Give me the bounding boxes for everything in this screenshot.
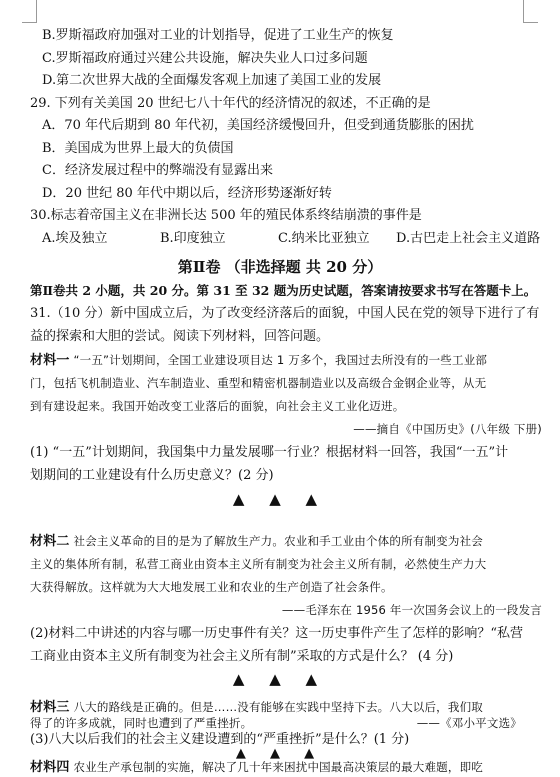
page-corner-mark-right: [523, 0, 538, 23]
material-3-label: 材料三: [30, 700, 70, 715]
page-corner-mark-left: [22, 0, 37, 23]
q29-option-c: C．经济发展过程中的弊端没有显露出来: [42, 163, 273, 178]
sub-question-2-line1: (2)材料二中讲述的内容与哪一历史事件有关？这一历史事件产生了怎样的影响？“私营: [30, 626, 524, 641]
q30-option-a: A.埃及独立: [42, 231, 108, 246]
q30-stem: 30.标志着帝国主义在非洲长达 500 年的殖民体系终结崩溃的事件是: [30, 208, 422, 223]
q29-stem: 29. 下列有关美国 20 世纪七八十年代的经济情况的叙述，不正确的是: [30, 96, 431, 111]
material-1-source: ——摘自《中国历史》(八年级 下册): [353, 422, 542, 436]
q28-option-d: D.第二次世界大战的全面爆发客观上加速了美国工业的发展: [42, 73, 382, 88]
material-2-label: 材料二: [30, 534, 70, 549]
q31-stem-line2: 益的探索和大胆的尝试。阅读下列材料，回答问题。: [30, 329, 330, 344]
material-3-text1: 八大的路线是正确的。但是……没有能够在实践中坚持下去。八大以后，我们取: [73, 700, 483, 714]
q30-options: [42, 230, 542, 248]
material-2-source: ——毛泽东在 1956 年一次国务会议上的一段发言: [281, 603, 542, 617]
material-2-line3: 大获得解放。这样就为大大地发展工业和农业的生产创造了社会条件。: [30, 580, 393, 594]
q29-option-b: B．美国成为世界上最大的负债国: [42, 141, 234, 156]
material-3-line2: [30, 714, 542, 732]
answer-placeholder-triangles: ▲ ▲ ▲: [235, 746, 325, 761]
answer-placeholder-triangles: ▲ ▲ ▲: [232, 490, 328, 508]
sub-question-1-line1: (1) “一五”计划期间，我国集中力量发展哪一行业？根据材料一回答，我国“一五”计: [30, 445, 509, 460]
q31-stem-line1: 31.（10 分）新中国成立后，为了改变经济落后的面貌，中国人民在党的领导下进行了有: [30, 306, 540, 321]
material-1-label: 材料一: [30, 353, 70, 368]
material-1-line3: 到有建设起来。我国开始改变工业落后的面貌，向社会主义工业化迈进。: [30, 399, 405, 413]
q29-option-d: D．20 世纪 80 年代中期以后，经济形势逐渐好转: [42, 186, 332, 201]
material-2-line1: [30, 532, 542, 551]
material-2-text1: 社会主义革命的目的是为了解放生产力。农业和手工业由个体的所有制变为社会: [73, 534, 483, 548]
section-2-note: 第Ⅱ卷共 2 小题，共 20 分。第 31 至 32 题为历史试题，答案请按要求书写在答题卡上。: [30, 283, 537, 298]
section-2-title: 第Ⅱ卷 （非选择题 共 20 分）: [177, 258, 383, 276]
material-1-text1: “一五”计划期间，全国工业建设项目达 1 万多个，我国过去所没有的一些工业部: [73, 353, 488, 367]
q30-option-b: B.印度独立: [160, 231, 226, 246]
material-2-line2: 主义的集体所有制，私营工商业由资本主义所有制变为社会主义所有制，必然使生产力大: [30, 557, 487, 571]
material-1-line1: [30, 351, 542, 370]
q30-option-d: D.古巴走上社会主义道路: [396, 231, 541, 246]
material-4-label: 材料四: [30, 760, 70, 775]
q28-option-b: B.罗斯福政府加强对工业的计划指导，促进了工业生产的恢复: [42, 28, 394, 43]
q28-option-c: C.罗斯福政府通过兴建公共设施，解决失业人口过多问题: [42, 51, 368, 66]
material-3-text2: 得了的许多成就，同时也遭到了严重挫折。: [30, 716, 253, 730]
q30-option-c: C.纳米比亚独立: [278, 231, 370, 246]
material-1-line2: 门，包括飞机制造业、汽车制造业、重型和精密机器制造业以及高级合金钢企业等，从无: [30, 376, 487, 390]
sub-question-1-line2: 划期间的工业建设有什么历史意义？(2 分): [30, 468, 274, 483]
material-3-source: ——《邓小平文选》: [416, 716, 522, 730]
sub-question-3: (3)八大以后我们的社会主义建设遭到的“严重挫折”是什么？(1 分): [30, 732, 410, 747]
sub-question-2-line2: 工商业由资本主义所有制变为社会主义所有制”采取的方式是什么？ (4 分): [30, 649, 454, 664]
answer-placeholder-triangles: ▲ ▲ ▲: [232, 670, 328, 688]
q29-option-a: A．70 年代后期到 80 年代初，美国经济缓慢回升，但受到通货膨胀的困扰: [42, 118, 474, 133]
material-4-text1: 农业生产承包制的实施，解决了几十年来困扰中国最高决策层的最大难题，即吃: [73, 760, 483, 774]
